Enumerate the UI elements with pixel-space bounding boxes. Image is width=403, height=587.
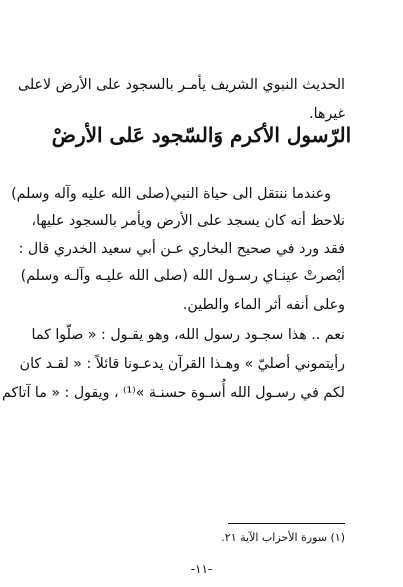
body-line-6: نعم .. هذا سجـود رسول الله، وهو يقـول : « صلّوا كما — [31, 327, 345, 343]
body-line-1: وعندما ننتقل الى حياة النبي(صلى الله عليه وآله وسلم) — [11, 186, 331, 202]
page-number: -١١- — [190, 562, 213, 576]
intro-line-1: الحديث النبوي الشريف يأمـر بالسجود على الأرض لاعلى — [18, 77, 345, 93]
body-line-4: أبْصرتْ عينـاي رسـول الله (صلى الله عليـه وآلـه وسلم) — [20, 268, 345, 284]
footnote: (١) سورة الأحزاب الآية ٢١. — [221, 531, 345, 544]
body-line-2: نلاحظ أنه كان يسجد على الأرض ويأمر بالسجود عليها، — [31, 213, 345, 229]
section-heading: الرّسول الأكرم وَالسّجود عَلى الأرضْ — [51, 123, 352, 147]
body-line-3: فقد ورد في صحيح البخاري عـن أبي سعيد الخدري قال : — [18, 241, 345, 257]
footnote-divider — [228, 523, 345, 524]
body-line-5: وعلى أنفه أثر الماء والطين. — [182, 297, 345, 313]
intro-line-2: غيرها. — [309, 106, 345, 122]
body-line-7: رأيتموني أصليّ » وهـذا القرآن يدعـونا قائلاً : « لقـد كان — [19, 356, 345, 372]
body-line-8: لكم في رسـول الله أُسـوة حسنـة »⁽¹⁾ ، ويقول : « ما آتاكم — [2, 385, 345, 401]
